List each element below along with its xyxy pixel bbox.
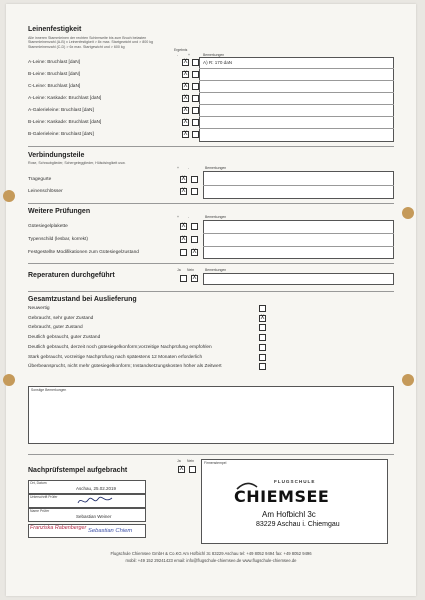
divider: [28, 291, 394, 292]
divider: [28, 203, 394, 204]
signature-image: [76, 496, 114, 507]
reparaturen-ja-checkbox[interactable]: [180, 275, 187, 282]
gesamt-row-label: Überbeansprucht, nicht mehr gütesiegelkonform; Instandsetzungskosten höher als Zeitwert: [28, 364, 222, 370]
section-title-reparaturen: Reperaturen durchgeführt: [28, 272, 115, 279]
leinen-intro: Alle inneren Stammleinen der rechten Schirmseite bis zum Bruch belasten Stammleinenzahl (A-B) x Leinenfestigkeit > 8x max. Startgewicht und > 800 kg Stammleinenzahl (C-D) > 6x max. Startgewicht und > 600 kg: [28, 36, 154, 49]
pruefungen-row-checkbox-pos[interactable]: X: [181, 236, 186, 242]
gesamt-row-label: Stark gebraucht, vorzeitige Nachprüfung nach spätestens 12 Monaten erforderlich: [28, 354, 203, 360]
leinen-row-label: A-Leine: Kaskade: Bruchlast [daN]: [28, 96, 102, 101]
col-ergebnis: Ergebnis: [174, 48, 188, 52]
pruefungen-row-label: Festgestellte Modifikationen zum Gütesiegelzustand: [28, 250, 139, 255]
leinen-row-checkbox-neg[interactable]: X: [183, 71, 188, 77]
footer-line-1: Flugschule Chiemsee GmbH & Co.KG Am Hofbichl 3c 83229 Aschau tel: +49 8052 9494 fax: +49 8052 9496: [110, 551, 312, 556]
punch-hole: [402, 207, 414, 219]
leinen-row-line: [199, 68, 394, 69]
leinen-row-label: A-Leine: Bruchlast [daN]: [28, 60, 80, 65]
leinen-row-checkbox-pos[interactable]: [192, 71, 199, 78]
section-title-nachpruef: Nachprüfstempel aufgebracht: [28, 467, 128, 474]
sonstige-remarks-box[interactable]: [28, 386, 394, 444]
verbindung-row-label: Tragegurte: [28, 177, 52, 182]
verbindung-row-checkbox-neg[interactable]: [191, 176, 198, 183]
punch-hole: [402, 374, 414, 386]
leinen-row-checkbox-neg[interactable]: X: [183, 83, 188, 89]
col-pos: +: [188, 53, 190, 57]
leinen-row-line: [199, 92, 394, 93]
divider: [28, 263, 394, 264]
leinen-row-line: [199, 80, 394, 81]
verbindung-row-checkbox-pos[interactable]: X: [181, 188, 186, 194]
col-nein: Nein: [187, 459, 194, 463]
col-ja: Ja: [177, 268, 181, 272]
leinen-row-checkbox-pos[interactable]: [192, 83, 199, 90]
pruefungen-row-checkbox-pos[interactable]: [180, 249, 187, 256]
gesamt-row-label: Deutlich gebraucht, guter Zustand: [28, 335, 101, 341]
leinen-row-checkbox-neg[interactable]: X: [183, 131, 188, 137]
leinen-row-checkbox-pos[interactable]: [192, 131, 199, 138]
col-pos: +: [177, 215, 179, 219]
nachpruef-ja-checkbox[interactable]: X: [179, 466, 184, 472]
punch-hole: [3, 374, 15, 386]
leinen-remarks-box[interactable]: [199, 57, 394, 142]
verbindung-row-label: Leinenschlösser: [28, 189, 63, 194]
divider: [28, 146, 394, 147]
col-neg: -: [177, 53, 179, 57]
leinen-row-label: B-Leine: Bruchlast [daN]: [28, 72, 80, 77]
verbindung-row-line: [203, 185, 394, 186]
leinen-row-checkbox-neg[interactable]: X: [183, 107, 188, 113]
gesamt-row-checkbox[interactable]: [259, 334, 266, 341]
col-ja: Ja: [177, 459, 181, 463]
pruefungen-row-checkbox-neg[interactable]: [191, 236, 198, 243]
form-sheet: [6, 4, 416, 596]
leinen-row-line: [199, 104, 394, 105]
col-bemerkungen: Bemerkungen: [205, 215, 227, 219]
col-neg: -: [188, 215, 190, 219]
pruefungen-row-checkbox-neg[interactable]: X: [192, 249, 197, 255]
leinen-row-checkbox-pos[interactable]: [192, 59, 199, 66]
leinen-row-checkbox-neg[interactable]: X: [183, 59, 188, 65]
col-bemerkungen: Bemerkungen: [203, 53, 225, 57]
stamp-city: 83229 Aschau i. Chiemgau: [256, 521, 340, 528]
section-title-verbindung: Verbindungsteile: [28, 152, 85, 159]
col-pos: +: [177, 166, 179, 170]
reparaturen-remarks-box[interactable]: [203, 273, 394, 285]
gesamt-row-checkbox[interactable]: [259, 324, 266, 331]
col-bemerkungen: Bemerkungen: [205, 166, 227, 170]
stamp-brand-top: FLUGSCHULE: [274, 479, 316, 484]
leinen-row-checkbox-pos[interactable]: [192, 95, 199, 102]
section-title-pruefungen: Weitere Prüfungen: [28, 208, 91, 215]
firmenstempel-label: Firmenstempel: [204, 461, 227, 465]
handwritten-name-red: Franziska Rabenberger: [30, 525, 87, 531]
punch-hole: [3, 190, 15, 202]
pruefungen-row-label: Typenschild (lesbar, korrekt): [28, 237, 88, 242]
gesamt-row-label: Neuwertig: [28, 306, 50, 311]
verbindung-row-checkbox-neg[interactable]: [191, 188, 198, 195]
gesamt-row-checkbox[interactable]: [259, 344, 266, 351]
stamp-brand: CHIEMSEE: [234, 487, 330, 506]
company-stamp: [234, 479, 374, 541]
leinen-row-checkbox-neg[interactable]: X: [183, 119, 188, 125]
gesamt-row-checkbox[interactable]: X: [260, 314, 265, 321]
gesamt-row-label: Deutlich gebraucht, derzeit noch gütesiegelkonform;vorzeitige Nachprüfung empfohlen: [28, 344, 212, 350]
name-pruefer-label: Name Prüfer: [30, 509, 50, 513]
leinen-row-label: A-Galerieleine: Bruchlast [daN]: [28, 108, 94, 113]
leinen-row-label: B-Leine: Kaskade: Bruchlast [daN]: [28, 120, 102, 125]
pruefungen-row-label: Gütesiegelplakette: [28, 224, 68, 229]
pruefungen-remarks-box[interactable]: [203, 220, 394, 259]
gesamt-row-label: Gebraucht, guter Zustand: [28, 325, 83, 331]
gesamt-row-label: Gebraucht, sehr guter Zustand: [28, 315, 94, 321]
pruefungen-row-line: [203, 233, 394, 234]
divider: [28, 454, 394, 455]
section-title-leinen: Leinenfestigkeit: [28, 26, 82, 33]
col-nein: Nein: [187, 268, 194, 272]
unterschrift-label: Unterschrift Prüfer: [30, 495, 58, 499]
sonstige-label: Sonstige Bemerkungen: [31, 388, 67, 392]
leinen-row-checkbox-pos[interactable]: [192, 119, 199, 126]
leinen-row-line: [199, 116, 394, 117]
leinen-row-label: B-Galerieleine: Bruchlast [daN]: [28, 132, 94, 137]
verbindung-subtitle: Rose, Schraubglieder, Schergelegglieder, Hülsdsinglkeit usw.: [28, 161, 126, 165]
leinen-row-checkbox-neg[interactable]: X: [183, 95, 188, 101]
gesamt-row-checkbox[interactable]: [259, 305, 266, 312]
verbindung-row-checkbox-pos[interactable]: X: [181, 176, 186, 182]
gesamt-row-checkbox[interactable]: [259, 363, 266, 370]
pruefungen-row-line: [203, 246, 394, 247]
col-bemerkungen: Bemerkungen: [205, 268, 227, 272]
section-title-gesamt: Gesamtzustand bei Auslieferung: [28, 296, 137, 303]
leinen-row-remark: A) R: 170 daN: [203, 60, 233, 65]
pruefungen-row-checkbox-neg[interactable]: [191, 223, 198, 230]
leinen-row-line: [199, 128, 394, 129]
col-neg: -: [188, 166, 190, 170]
gesamt-row-checkbox[interactable]: [259, 354, 266, 361]
footer-line-2: mobil: +49 152 29241423 email: info@flugschule-chiemsee.de www.flugschule-chiemsee.de: [125, 558, 297, 563]
reparaturen-nein-checkbox[interactable]: X: [192, 275, 197, 281]
pruefungen-row-checkbox-pos[interactable]: X: [181, 223, 186, 229]
leinen-row-label: C-Leine: Bruchlast [daN]: [28, 84, 81, 89]
handwritten-name-blue: Sebastian Chiem: [88, 528, 133, 534]
ort-datum-label: Ort, Datum: [30, 481, 47, 485]
leinen-row-checkbox-pos[interactable]: [192, 107, 199, 114]
stamp-street: Am Hofbichl 3c: [262, 510, 316, 519]
name-pruefer-value: Sebastian Weiner: [76, 514, 112, 519]
nachpruef-nein-checkbox[interactable]: [189, 466, 196, 473]
ort-datum-value: Aschau, 25.02.2019: [76, 486, 117, 491]
